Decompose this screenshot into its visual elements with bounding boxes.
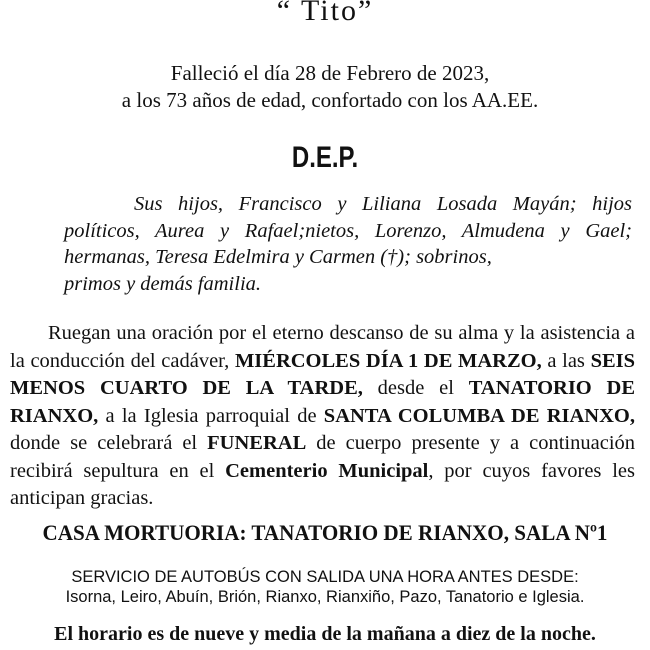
prayer-paragraph: [10, 320, 635, 513]
schedule-line: El horario es de nueve y media de la mañana a diez de la noche.: [54, 623, 596, 645]
mortuary-line: CASA MORTUORIA: TANATORIO DE RIANXO, SALA Nº1: [42, 520, 608, 545]
prayer-text: desde el: [377, 377, 454, 399]
bus-stops-line: Isorna, Leiro, Abuín, Brión, Rianxo, Rianxiño, Pazo, Tanatorio e Iglesia.: [65, 588, 585, 606]
nickname-heading: “ Tito”: [276, 0, 374, 27]
prayer-departure-place: TANATORIO DE RIANXO,: [10, 377, 636, 427]
prayer-cemetery: Cementerio Municipal: [225, 459, 429, 482]
family-text: Sus hijos, Francisco y Liliana Losada Mayán; hijos políticos, Aurea y Rafael;nietos, Lorenzo, Almudena y Gael; hermanas, Teresa Edelmira y Carmen (†); sobrinos,: [64, 193, 632, 268]
family-paragraph: [64, 191, 632, 297]
prayer-text: a la Iglesia parroquial de: [105, 404, 317, 427]
age-line: a los 73 años de edad, confortado con los AA.EE.: [121, 88, 539, 112]
prayer-date: MIÉRCOLES DÍA 1 DE MARZO,: [234, 349, 542, 372]
prayer-funeral: FUNERAL: [207, 432, 307, 454]
prayer-text: , por cuyos favores les anticipan gracias.: [10, 459, 635, 509]
family-text-last: primos y demás familia.: [64, 272, 262, 295]
prayer-text: Ruegan una oración por el eterno descanso de su alma y la asistencia a la conducción del cadáver,: [10, 322, 635, 372]
prayer-text: donde se celebrará el: [10, 432, 198, 454]
prayer-time: SEIS MENOS CUARTO DE LA TARDE,: [10, 349, 636, 399]
prayer-church: SANTA COLUMBA DE RIANXO,: [323, 404, 635, 427]
dep-heading: D.E.P.: [291, 141, 359, 174]
prayer-text: de cuerpo presente y a continuación recibirá sepultura en el: [10, 432, 636, 482]
prayer-text: a las: [547, 349, 585, 372]
bus-service-line: SERVICIO DE AUTOBÚS CON SALIDA UNA HORA ANTES DESDE:: [71, 568, 579, 586]
death-date-line: Falleció el día 28 de Febrero de 2023,: [170, 61, 490, 85]
